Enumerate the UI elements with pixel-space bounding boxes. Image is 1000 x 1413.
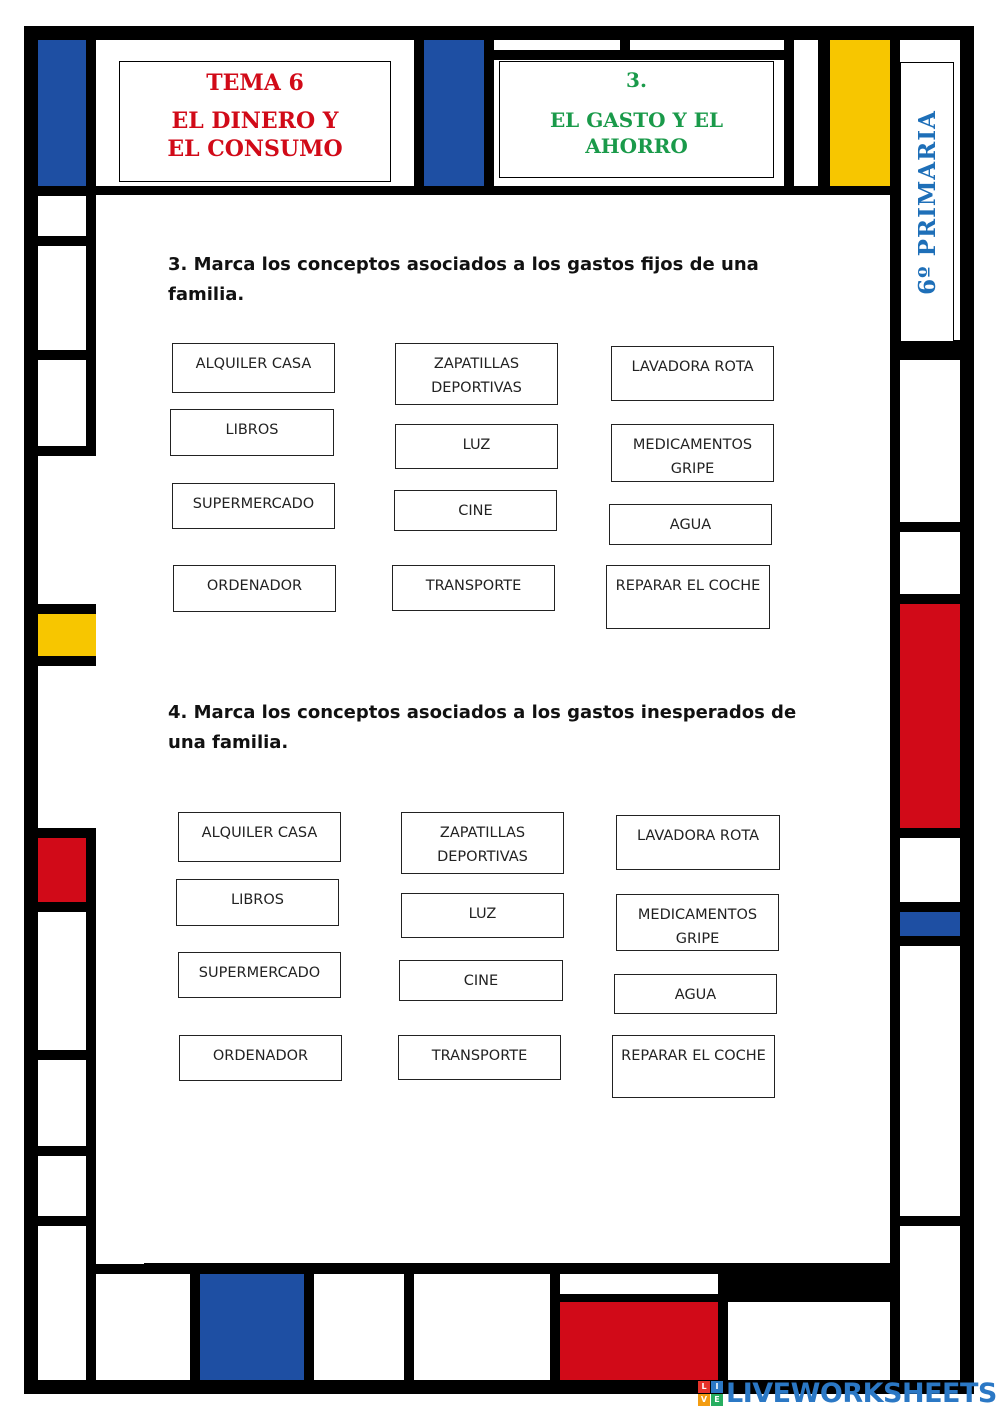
liveworksheets-logo-text: LIVEWORKSHEETS (726, 1377, 997, 1409)
q3-option[interactable]: TRANSPORTE (392, 565, 555, 611)
q3-option[interactable]: LIBROS (170, 409, 334, 456)
topic-number: TEMA 6 (206, 70, 304, 96)
frame-block-white (96, 1274, 190, 1380)
frame-block-white (38, 196, 86, 236)
q4-option[interactable]: LUZ (401, 893, 564, 938)
lesson-title-box (499, 61, 774, 178)
frame-block-white (38, 1226, 86, 1380)
frame-block-white (900, 360, 960, 522)
q3-option[interactable]: MEDICAMENTOS GRIPE (611, 424, 774, 482)
frame-block-white (494, 40, 620, 50)
q4-option[interactable]: REPARAR EL COCHE (612, 1035, 775, 1098)
frame-block-yellow (830, 40, 890, 186)
q4-option[interactable]: ZAPATILLAS DEPORTIVAS (401, 812, 564, 874)
topic-title-box (119, 61, 391, 182)
grade-box (900, 62, 954, 342)
frame-block-blue (200, 1274, 304, 1380)
liveworksheets-logo-icon: L I V E (698, 1381, 723, 1406)
q3-option[interactable]: AGUA (609, 504, 772, 545)
question-3-text: 3. Marca los conceptos asociados a los gastos fijos de una familia. (168, 254, 759, 305)
frame-block-blue (900, 912, 960, 936)
frame-block-white (38, 1156, 86, 1216)
frame-block-red (560, 1302, 718, 1380)
q4-option[interactable]: LIBROS (176, 879, 339, 926)
q3-option[interactable]: SUPERMERCADO (172, 483, 335, 529)
lesson-title-line: AHORRO (585, 134, 688, 158)
q4-option[interactable]: ALQUILER CASA (178, 812, 341, 862)
liveworksheets-logo[interactable] (698, 1378, 997, 1408)
frame-block-blue (424, 40, 484, 186)
frame-block-blue (38, 40, 86, 186)
frame-block-white (38, 246, 86, 350)
grade-label: 6º PRIMARIA (913, 109, 941, 295)
q3-option[interactable]: ZAPATILLAS DEPORTIVAS (395, 343, 558, 405)
q3-option[interactable]: ORDENADOR (173, 565, 336, 612)
q4-option[interactable]: TRANSPORTE (398, 1035, 561, 1080)
q3-option[interactable]: LAVADORA ROTA (611, 346, 774, 401)
q4-option[interactable]: CINE (399, 960, 563, 1001)
frame-block-red (38, 838, 86, 902)
q4-option[interactable]: MEDICAMENTOS GRIPE (616, 894, 779, 951)
lesson-title-line: EL GASTO Y EL (549, 108, 724, 132)
frame-block-red (900, 604, 960, 828)
q3-option[interactable]: LUZ (395, 424, 558, 469)
frame-block-white (900, 532, 960, 594)
frame-block-white (900, 838, 960, 902)
frame-block-white (630, 40, 784, 50)
frame-block-white (314, 1274, 404, 1380)
q3-option[interactable]: CINE (394, 490, 557, 531)
topic-title-line: EL CONSUMO (167, 136, 343, 162)
q4-option[interactable]: LAVADORA ROTA (616, 815, 780, 870)
frame-block-white (900, 946, 960, 1216)
frame-block-white (38, 912, 86, 1050)
q3-option[interactable]: REPARAR EL COCHE (606, 565, 770, 629)
frame-block-white (38, 1060, 86, 1146)
lesson-number: 3. (626, 68, 647, 92)
q4-option[interactable]: SUPERMERCADO (178, 952, 341, 998)
frame-block-white (794, 40, 818, 186)
q3-option[interactable]: ALQUILER CASA (172, 343, 335, 393)
topic-title-line: EL DINERO Y (171, 108, 339, 134)
question-4-text: 4. Marca los conceptos asociados a los gastos inesperados de una familia. (168, 702, 797, 753)
q4-option[interactable]: ORDENADOR (179, 1035, 342, 1081)
frame-block-white (900, 1226, 960, 1380)
frame-block-white (560, 1274, 718, 1294)
q4-option[interactable]: AGUA (614, 974, 777, 1014)
frame-block-white (38, 360, 86, 446)
frame-block-white (728, 1302, 890, 1380)
frame-block-white (414, 1274, 550, 1380)
